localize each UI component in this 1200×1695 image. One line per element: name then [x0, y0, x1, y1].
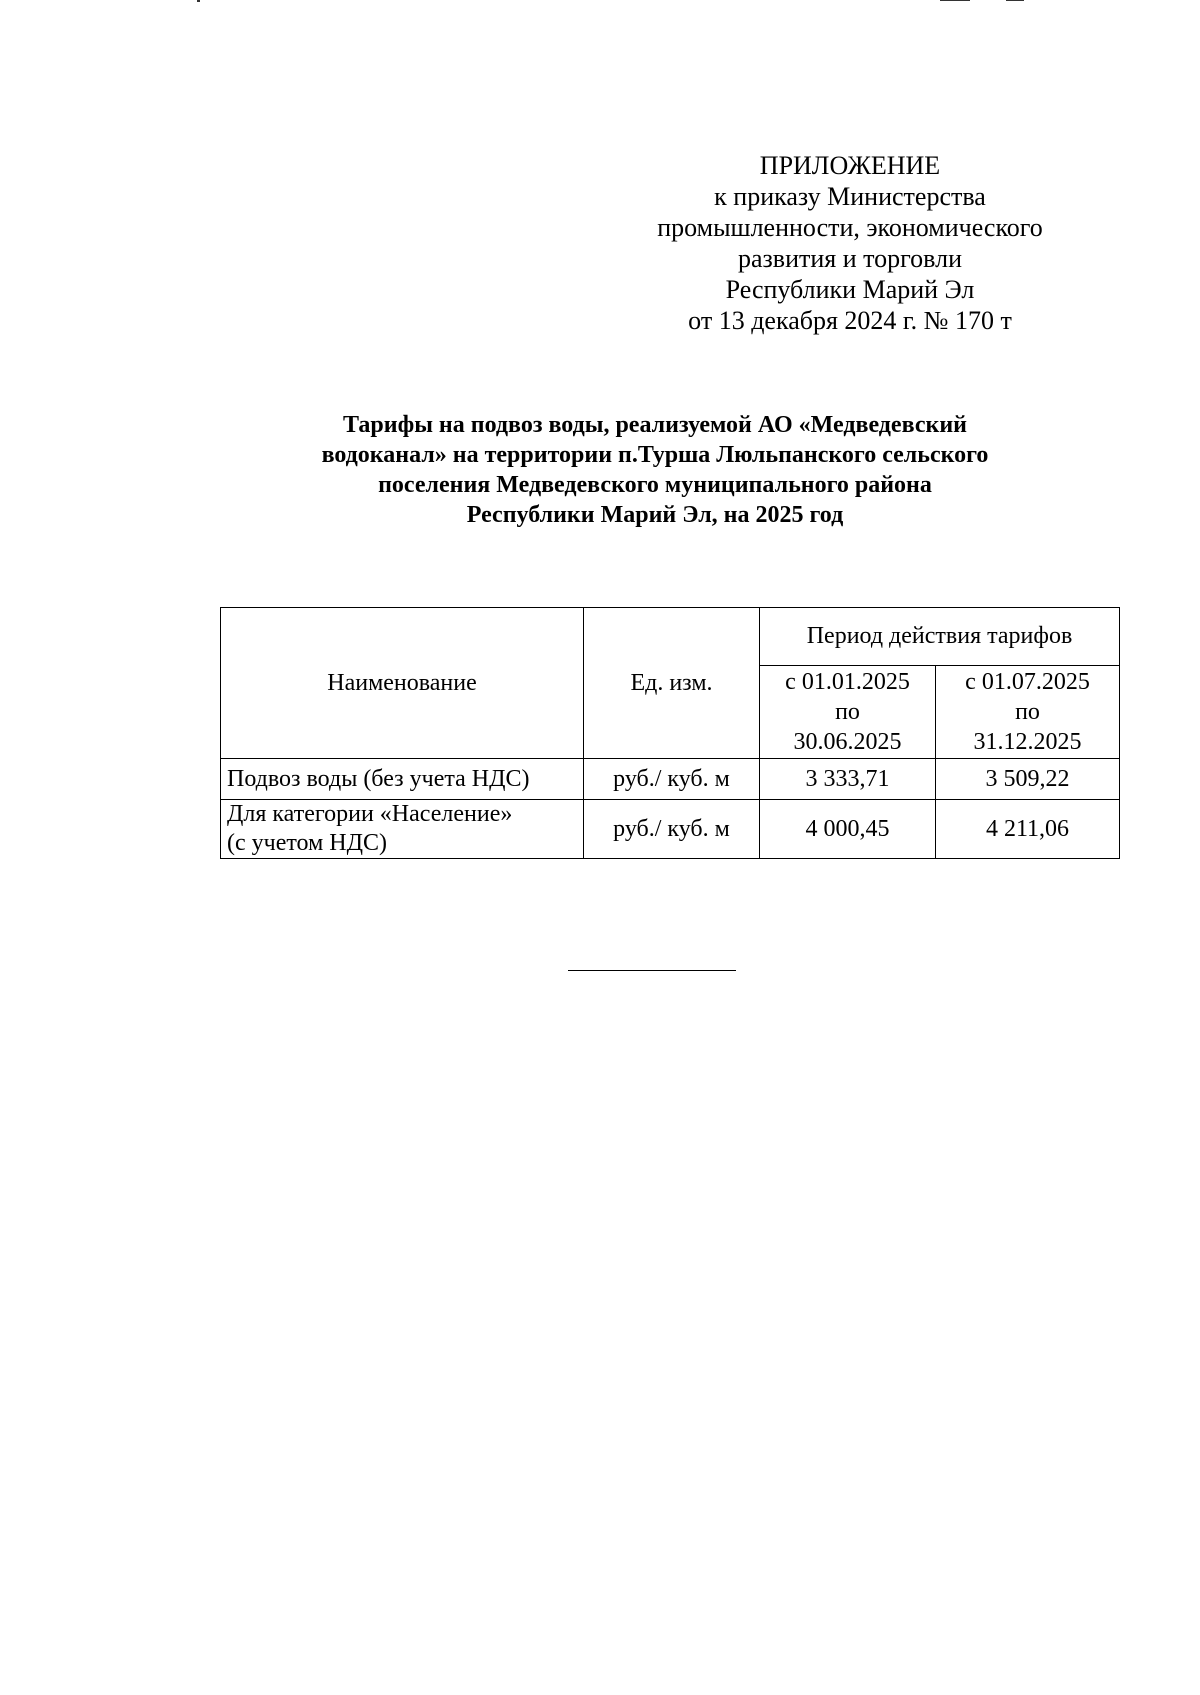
row-unit: руб./ куб. м — [584, 800, 760, 859]
row-name: Подвоз воды (без учета НДС) — [227, 765, 530, 792]
period-2-from: с 01.07.2025 — [965, 669, 1090, 695]
appendix-heading: ПРИЛОЖЕНИЕ — [759, 151, 941, 180]
appendix-line: к приказу Министерства — [714, 182, 986, 211]
header-name: Наименование — [221, 608, 584, 759]
appendix-line: развития и торговли — [737, 244, 962, 273]
scan-mark-right — [940, 0, 970, 1]
appendix-line: промышленности, экономического — [657, 213, 1043, 242]
title-line: водоканал» на территории п.Турша Люльпанского сельского — [321, 442, 989, 468]
row-name-cell — [221, 759, 584, 800]
scan-mark-left — [197, 0, 200, 2]
scan-mark-right-2 — [1006, 0, 1024, 1]
title-line: поселения Медведевского муниципального района — [378, 472, 932, 498]
row-name-cell — [221, 800, 584, 859]
row-unit: руб./ куб. м — [584, 759, 760, 800]
period-2-to-word: по — [1015, 699, 1040, 725]
table-header-row — [221, 608, 1120, 666]
row-value-period-1: 3 333,71 — [760, 759, 936, 800]
title-line: Тарифы на подвоз воды, реализуемой АО «Медведевский — [343, 412, 967, 438]
period-1-to-word: по — [835, 699, 860, 725]
row-value-period-2: 3 509,22 — [936, 759, 1120, 800]
appendix-date-line: от 13 декабря 2024 г. № 170 т — [688, 306, 1012, 335]
appendix-line: Республики Марий Эл — [725, 275, 975, 304]
header-unit: Ед. изм. — [584, 608, 760, 759]
header-period: Период действия тарифов — [760, 608, 1120, 666]
end-divider — [568, 970, 736, 971]
row-value-period-2: 4 211,06 — [936, 800, 1120, 859]
header-period-1 — [760, 666, 936, 759]
period-1-from: с 01.01.2025 — [785, 669, 910, 695]
table-row — [221, 759, 1120, 800]
row-name-note: (с учетом НДС) — [227, 830, 387, 856]
period-2-to: 31.12.2025 — [973, 729, 1082, 755]
row-name: Для категории «Население» — [227, 801, 513, 827]
row-value-period-1: 4 000,45 — [760, 800, 936, 859]
table-row — [221, 800, 1120, 859]
header-period-2 — [936, 666, 1120, 759]
document-title — [200, 410, 1110, 530]
tariff-table — [220, 607, 1120, 859]
appendix-block — [620, 150, 1080, 336]
period-1-to: 30.06.2025 — [793, 729, 902, 755]
title-line: Республики Марий Эл, на 2025 год — [466, 502, 844, 528]
